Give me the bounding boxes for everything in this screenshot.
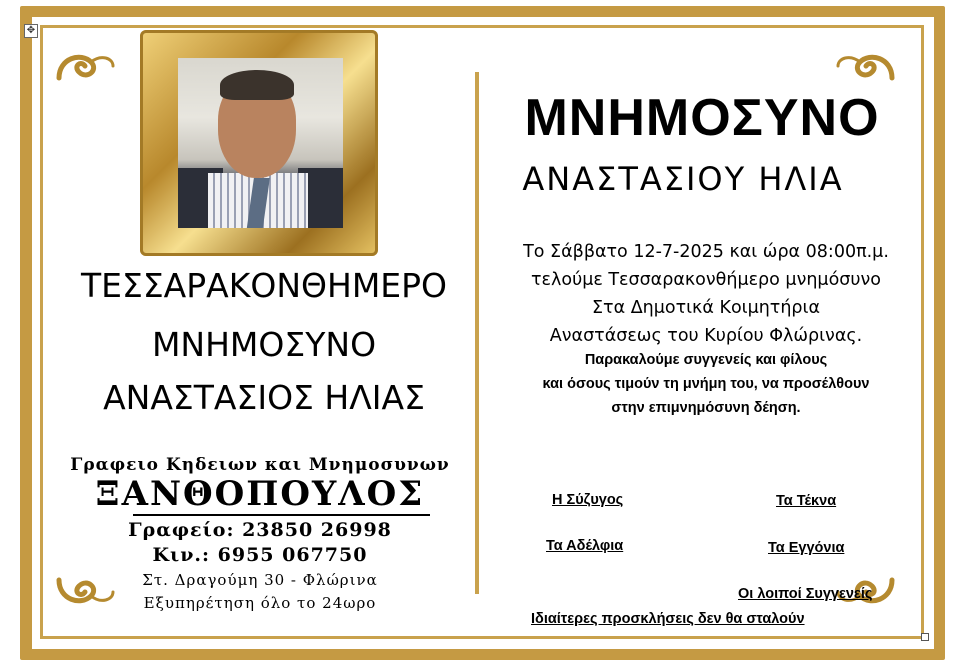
gold-scroll-ornament-icon (834, 48, 896, 82)
left-heading-memorial: ΜΝΗΜΟΣΥΝΟ (151, 325, 377, 364)
ceremony-location-line2: Αναστάσεως του Κυρίου Φλώρινας. (549, 326, 863, 346)
office-name-underline (133, 514, 430, 516)
signature-other-relatives: Οι λοιποί Συγγενείς (738, 586, 873, 602)
office-service-hours: Εξυπηρέτηση όλο το 24ωρο (143, 594, 377, 612)
right-deceased-name: ΑΝΑΣΤΑΣΙΟΥ ΗΛΙΑ (522, 160, 844, 198)
office-phone: Γραφείο: 23850 26998 (128, 519, 392, 541)
portrait-photo (178, 58, 343, 228)
office-mobile: Κιν.: 6955 067750 (152, 544, 368, 566)
office-header: Γραφειο Κηδειων και Μνημοσυνων (70, 455, 450, 475)
ceremony-description-line: τελούμε Τεσσαρακονθήμερο μνημόσυνο (531, 270, 881, 290)
ceremony-date-line: Το Σάββατο 12-7-2025 και ώρα 08:00π.μ. (523, 242, 889, 262)
signature-children: Τα Τέκνα (776, 493, 837, 509)
ceremony-location-line1: Στα Δημοτικά Κοιμητήρια (592, 298, 820, 318)
invitation-line3: στην επιμνημόσυνη δέηση. (611, 400, 801, 416)
signature-grandchildren: Τα Εγγόνια (768, 540, 845, 556)
signature-spouse: Η Σύζυγος (552, 492, 624, 508)
left-heading-deceased-name: ΑΝΑΣΤΑΣΙΟΣ ΗΛΙΑΣ (103, 378, 425, 417)
move-handle-icon[interactable]: ✥ (24, 24, 38, 38)
invitation-line1: Παρακαλούμε συγγενείς και φίλους (584, 352, 828, 368)
office-address: Στ. Δραγούμη 30 - Φλώρινα (142, 571, 378, 589)
gold-scroll-ornament-icon (55, 48, 117, 82)
invitation-line2: και όσους τιμούν τη μνήμη του, να προσέλθουν (542, 376, 870, 392)
signature-siblings: Τα Αδέλφια (546, 538, 624, 554)
left-heading-forty-days: ΤΕΣΣΑΡΑΚΟΝΘΗΜΕΡΟ (80, 266, 448, 305)
office-name: ΞΑΝΘΟΠΟΥΛΟΣ (95, 474, 425, 514)
right-title: ΜΝΗΜΟΣΥΝΟ (524, 89, 880, 147)
footer-note: Ιδιαίτερες προσκλήσεις δεν θα σταλούν (531, 611, 805, 627)
resize-handle[interactable] (921, 633, 929, 641)
